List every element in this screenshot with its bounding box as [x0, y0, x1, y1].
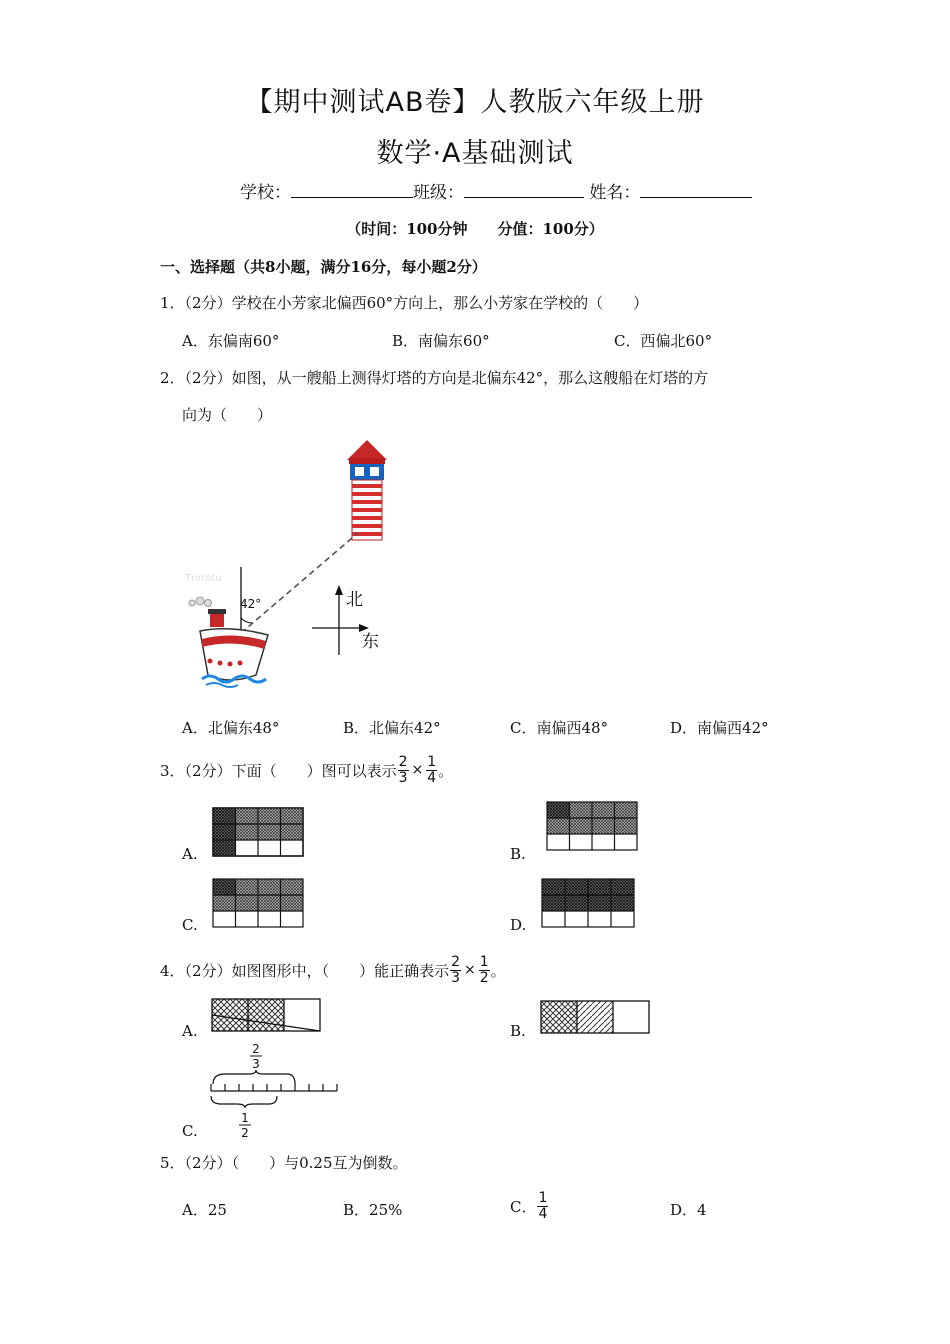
fraction-denominator: 4: [427, 769, 437, 786]
question-2-stem-line1: 2．（2分）如图，从一艘船上测得灯塔的方向是北偏东42°，那么这艘船在灯塔的方: [160, 369, 709, 387]
angle-label: 42°: [240, 597, 262, 611]
question-3-figure-a[interactable]: [211, 806, 306, 860]
fraction-numerator: 1: [427, 753, 437, 770]
school-label: 学校：: [240, 183, 291, 203]
c-top-numerator: 2: [252, 1042, 260, 1056]
question-1-stem: 1．（2分）学校在小芳家北偏西60°方向上，那么小芳家在学校的（ ）: [160, 294, 649, 312]
section-heading: 一、选择题（共8小题，满分16分，每小题2分）: [160, 258, 487, 276]
time-info: （时间：100分钟 分值：100分）: [346, 220, 604, 238]
north-label: 北: [346, 590, 363, 610]
fraction-denominator: 3: [398, 769, 408, 786]
question-4-stem-text: 4．（2分）如图图形中，（ ）能正确表示: [160, 961, 450, 980]
question-5-option-a[interactable]: A．25: [182, 1201, 227, 1219]
fraction-denominator: 3: [451, 969, 461, 986]
question-4-stem-end: 。: [490, 961, 506, 980]
question-2-option-d[interactable]: D．南偏西42°: [670, 719, 769, 737]
fraction-numerator: 1: [538, 1189, 548, 1206]
school-blank[interactable]: [291, 181, 413, 198]
fraction-one-quarter: [537, 1191, 548, 1222]
times-sign: ×: [411, 762, 424, 778]
question-1-option-b[interactable]: B．南偏东60°: [392, 332, 490, 350]
question-4-stem: [160, 951, 506, 989]
question-1-option-a[interactable]: A．东偏南60°: [182, 332, 280, 350]
c-bottom-denominator: 2: [241, 1126, 249, 1140]
times-sign: ×: [464, 962, 476, 978]
question-1-option-c[interactable]: C．西偏北60°: [614, 332, 713, 350]
question-4-figure-c[interactable]: [205, 1040, 345, 1140]
option-c-label: C．: [510, 1197, 537, 1216]
question-3-option-a[interactable]: A.: [182, 845, 198, 863]
class-label: 班级：: [413, 183, 464, 203]
question-5-option-b[interactable]: B．25%: [343, 1201, 403, 1219]
fraction-one-quarter: [426, 755, 437, 786]
question-4-option-b[interactable]: B.: [510, 1022, 526, 1040]
question-2-stem-line2: 向为（ ）: [182, 406, 273, 424]
lighthouse-icon: [347, 440, 387, 540]
page-title: 【期中测试AB卷】人教版六年级上册: [245, 87, 705, 118]
question-3-stem-end: 。: [438, 761, 454, 780]
question-5-option-d[interactable]: D．4: [670, 1201, 707, 1219]
name-label: 姓名：: [589, 183, 641, 203]
question-2-option-b[interactable]: B．北偏东42°: [343, 719, 441, 737]
question-2-option-c[interactable]: C．南偏西48°: [510, 719, 609, 737]
question-3-stem: [160, 751, 453, 789]
fraction-numerator: 2: [451, 953, 461, 970]
bearing-line: [241, 533, 358, 633]
question-3-figure-d[interactable]: [540, 877, 637, 931]
c-bottom-numerator: 1: [241, 1111, 249, 1125]
question-3-figure-c[interactable]: [211, 877, 306, 931]
fraction-numerator: 1: [479, 953, 489, 970]
fraction-two-thirds: [450, 955, 461, 986]
question-4-figure-b[interactable]: [538, 998, 652, 1036]
fraction-two-thirds: [398, 755, 409, 786]
angle-arc: [241, 618, 252, 623]
question-3-stem-text: 3．（2分）下面（ ）图可以表示: [160, 761, 397, 780]
name-blank[interactable]: [640, 181, 752, 198]
class-blank[interactable]: [464, 181, 584, 198]
question-4-option-c[interactable]: C.: [182, 1122, 198, 1140]
east-label: 东: [362, 632, 379, 652]
fraction-denominator: 4: [538, 1205, 548, 1222]
fraction-denominator: 2: [479, 969, 489, 986]
question-3-figure-b[interactable]: [545, 800, 640, 854]
watermark-text: Tnrrotu: [185, 573, 222, 584]
question-2-figure: [180, 435, 420, 695]
fraction-numerator: 2: [398, 753, 408, 770]
question-3-option-d[interactable]: D.: [510, 916, 527, 934]
fraction-one-half: [479, 955, 490, 986]
question-3-option-c[interactable]: C.: [182, 916, 198, 934]
page-subtitle: 数学·A基础测试: [376, 138, 574, 169]
question-4-figure-a[interactable]: [209, 996, 325, 1036]
question-4-option-a[interactable]: A.: [182, 1022, 198, 1040]
question-5-option-c[interactable]: [510, 1186, 549, 1226]
question-3-option-b[interactable]: B.: [510, 845, 526, 863]
c-top-denominator: 3: [252, 1057, 260, 1071]
student-info-row: [240, 178, 752, 203]
question-2-option-a[interactable]: A．北偏东48°: [182, 719, 280, 737]
question-5-stem: 5．（2分）（ ）与0.25互为倒数。: [160, 1154, 408, 1172]
